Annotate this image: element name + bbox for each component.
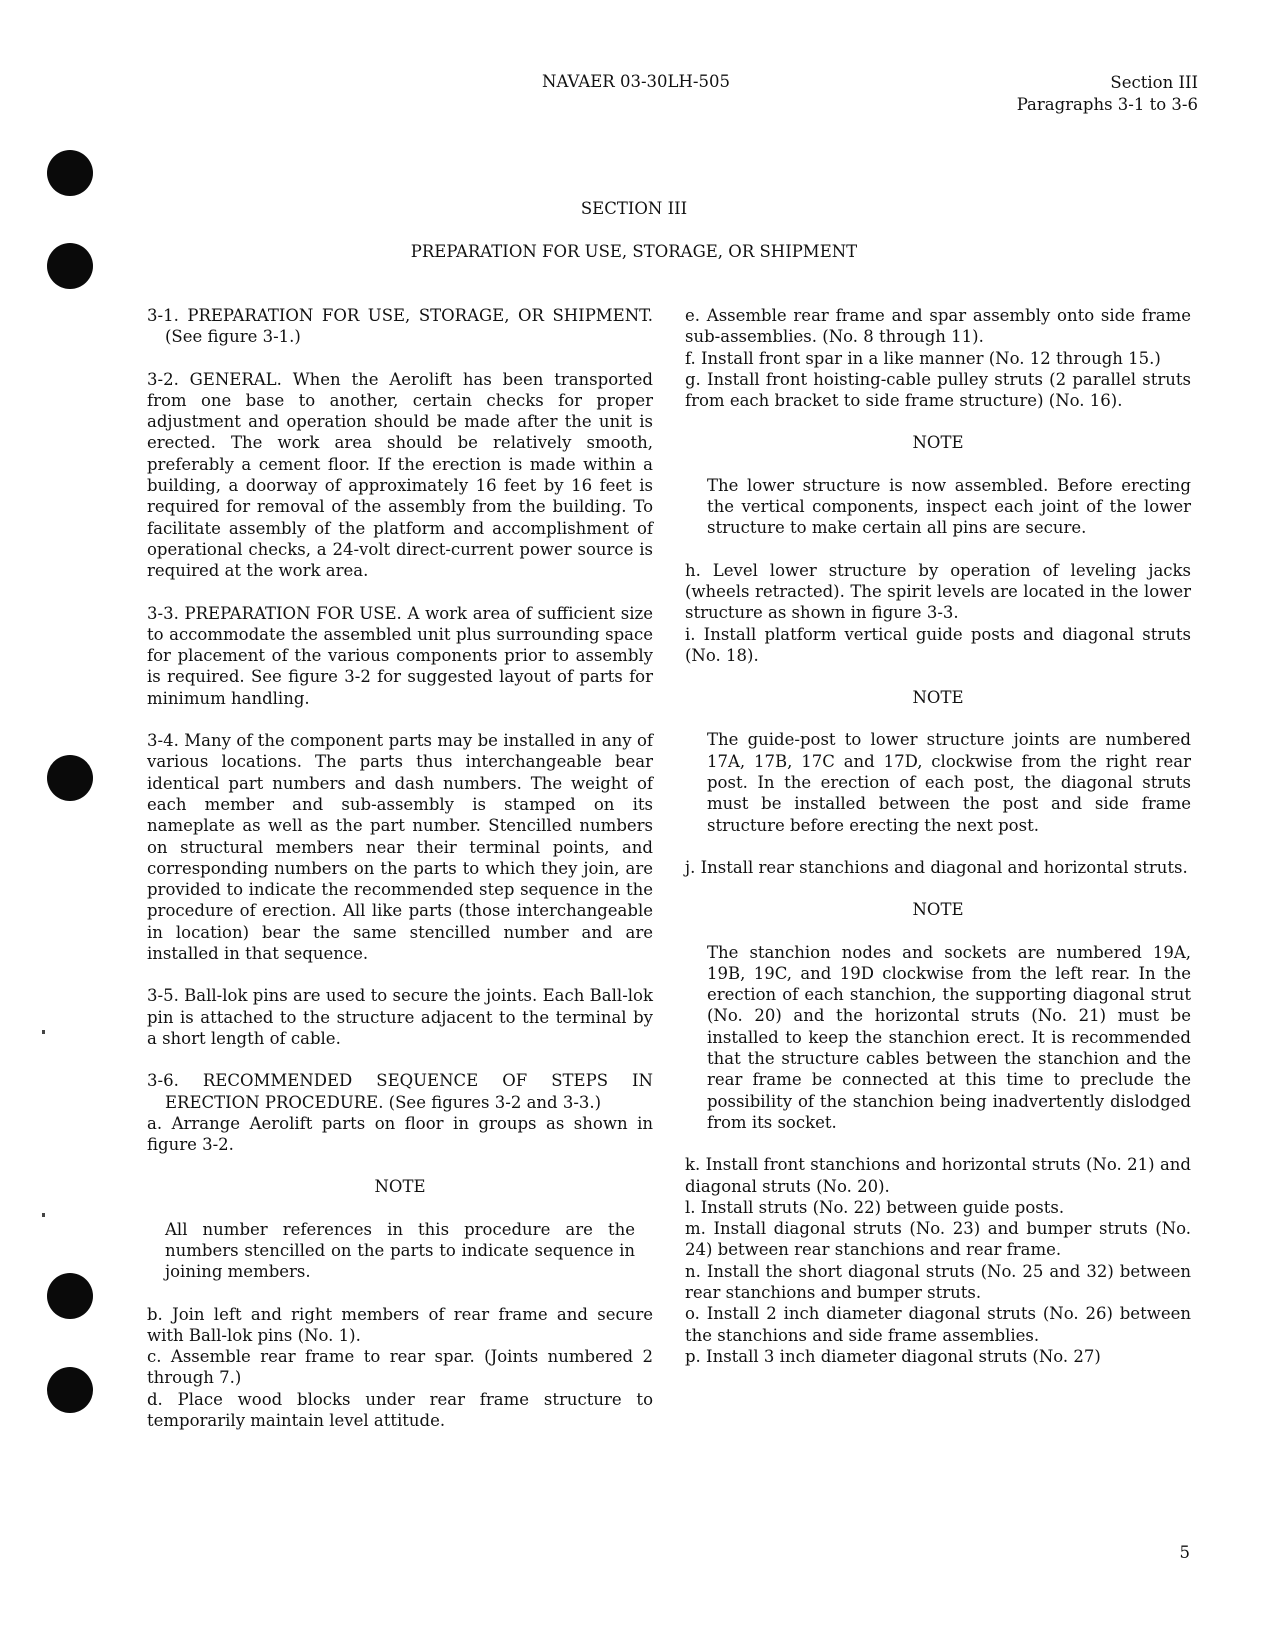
note-text: The guide-post to lower structure joints are numbered 17A, 17B, 17C and 17D, clockwise from the right rear post. In the erection of each post, the diagonal struts must be installed between the post and side frame structure before erecting the next post.	[707, 730, 1191, 835]
binder-hole	[47, 150, 93, 196]
paragraph-3-2: 3-2. GENERAL. When the Aerolift has been transported from one base to another, certain checks for proper adjustment and operation should be made after the unit is erected. The work area should be relatively smooth, preferably a cement floor. If the erection is made within a building, a doorway of approximately 16 feet by 16 feet is required for removal of the assembly from the building. To facilitate assembly of the platform and accomplishment of operational checks, a 24-volt direct-current power source is required at the work area.	[147, 369, 653, 581]
scan-speck	[42, 1213, 45, 1217]
right-column	[685, 305, 1191, 1367]
section-label: Section III	[1110, 73, 1198, 92]
scan-speck	[42, 1030, 45, 1034]
step-l: l. Install struts (No. 22) between guide posts.	[685, 1197, 1065, 1217]
step-j: j. Install rear stanchions and diagonal and horizontal struts.	[685, 857, 1188, 877]
step-c: c. Assemble rear frame to rear spar. (Joints numbered 2 through 7.)	[147, 1347, 653, 1388]
binder-hole	[47, 1367, 93, 1413]
step-o: o. Install 2 inch diameter diagonal struts (No. 26) between the stanchions and side frame assemblies.	[685, 1304, 1191, 1345]
paragraph-3-6: 3-6. RECOMMENDED SEQUENCE OF STEPS IN ERECTION PROCEDURE. (See figures 3-2 and 3-3.)	[147, 1071, 653, 1112]
note-heading: NOTE	[374, 1177, 426, 1197]
paragraph-3-3: 3-3. PREPARATION FOR USE. A work area of sufficient size to accommodate the assembled unit plus surrounding space for placement of the various components prior to assembly is required. See figure 3-2 for suggested layout of parts for minimum handling.	[147, 603, 653, 708]
section-subtitle: PREPARATION FOR USE, STORAGE, OR SHIPMENT	[410, 242, 858, 261]
note-text: All number references in this procedure are the numbers stencilled on the parts to indicate sequence in joining members.	[165, 1219, 635, 1282]
note-heading: NOTE	[912, 433, 964, 453]
step-m: m. Install diagonal struts (No. 23) and bumper struts (No. 24) between rear stanchions and rear frame.	[685, 1219, 1191, 1260]
step-f: f. Install front spar in a like manner (No. 12 through 15.)	[685, 348, 1161, 368]
step-b: b. Join left and right members of rear frame and secure with Ball-lok pins (No. 1).	[147, 1304, 653, 1345]
note-heading: NOTE	[912, 688, 964, 708]
step-p: p. Install 3 inch diameter diagonal struts (No. 27)	[685, 1346, 1101, 1366]
page-number: 5	[1179, 1543, 1190, 1562]
step-h: h. Level lower structure by operation of leveling jacks (wheels retracted). The spirit levels are located in the lower structure as shown in figure 3-3.	[685, 560, 1191, 623]
step-i: i. Install platform vertical guide posts and diagonal struts (No. 18).	[685, 624, 1191, 665]
section-title: SECTION III	[580, 199, 688, 218]
paragraph-3-5: 3-5. Ball-lok pins are used to secure the joints. Each Ball-lok pin is attached to the structure adjacent to the terminal by a short length of cable.	[147, 986, 653, 1048]
section-reference	[1017, 72, 1198, 116]
left-column	[147, 305, 653, 1431]
note-heading: NOTE	[912, 900, 964, 920]
step-e: e. Assemble rear frame and spar assembly onto side frame sub-assemblies. (No. 8 through 11).	[685, 306, 1191, 347]
step-k: k. Install front stanchions and horizontal struts (No. 21) and diagonal struts (No. 20).	[685, 1155, 1191, 1196]
binder-hole	[47, 1273, 93, 1319]
note-text: The stanchion nodes and sockets are numbered 19A, 19B, 19C, and 19D clockwise from the left rear. In the erection of each stanchion, the supporting diagonal strut (No. 20) and the horizontal struts (No. 21) must be installed to keep the stanchion erect. It is recommended that the structure cables between the stanchion and the rear frame be connected at this time to preclude the possibility of the stanchion being inadvertently dislodged from its socket.	[707, 942, 1191, 1132]
step-d: d. Place wood blocks under rear frame structure to temporarily maintain level attitude.	[147, 1389, 653, 1431]
paragraph-range: Paragraphs 3-1 to 3-6	[1016, 95, 1198, 114]
binder-hole	[47, 755, 93, 801]
document-id: NAVAER 03-30LH-505	[542, 72, 730, 91]
step-n: n. Install the short diagonal struts (No. 25 and 32) between rear stanchions and bumper struts.	[685, 1261, 1191, 1302]
paragraph-3-4: 3-4. Many of the component parts may be installed in any of various locations. The parts thus interchangeable bear identical part numbers and dash numbers. The weight of each member and sub-assembly is stamped on its nameplate as well as the part number. Stencilled numbers on structural members near their terminal points, and corresponding numbers on the parts to which they join, are provided to indicate the recommended step sequence in the procedure of erection. All like parts (those interchangeable in location) bear the same stencilled number and are installed in that sequence.	[147, 731, 653, 964]
paragraph-3-1: 3-1. PREPARATION FOR USE, STORAGE, OR SHIPMENT. (See figure 3-1.)	[147, 306, 653, 347]
step-a: a. Arrange Aerolift parts on floor in groups as shown in figure 3-2.	[147, 1113, 653, 1155]
note-text: The lower structure is now assembled. Before erecting the vertical components, inspect each joint of the lower structure to make certain all pins are secure.	[707, 475, 1191, 538]
step-g: g. Install front hoisting-cable pulley struts (2 parallel struts from each bracket to side frame structure) (No. 16).	[685, 369, 1191, 411]
